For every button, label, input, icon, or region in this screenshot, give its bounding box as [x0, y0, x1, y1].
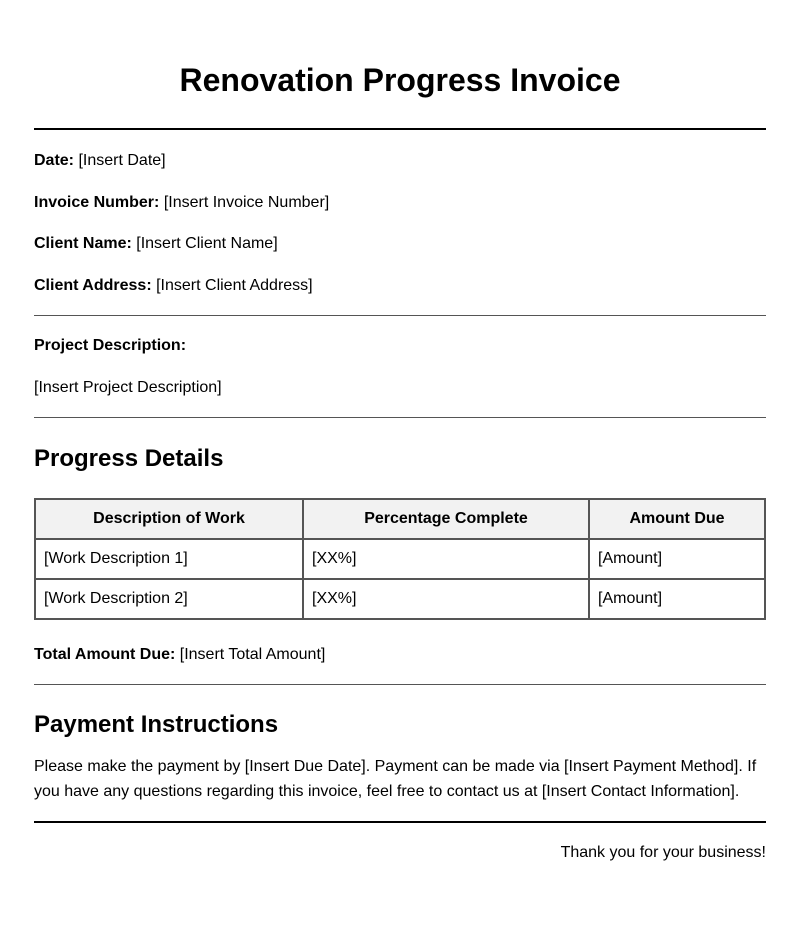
- invoice-number-label: Invoice Number:: [34, 194, 160, 211]
- project-description-value: [Insert Project Description]: [34, 379, 222, 396]
- total-amount-value: [Insert Total Amount]: [179, 646, 326, 663]
- table-cell-amount: [Amount]: [589, 579, 765, 619]
- client-address-label: Client Address:: [34, 277, 152, 294]
- client-address-field: [34, 276, 766, 296]
- table-cell-description: [Work Description 2]: [35, 579, 303, 619]
- table-cell-description: [Work Description 1]: [35, 539, 303, 579]
- date-field: [34, 151, 766, 171]
- total-amount-label: Total Amount Due:: [34, 646, 176, 663]
- table-cell-percentage: [XX%]: [303, 539, 589, 579]
- table-row: [35, 539, 765, 579]
- client-name-value: [Insert Client Name]: [136, 235, 278, 252]
- table-cell-amount: [Amount]: [589, 539, 765, 579]
- total-amount-field: [34, 645, 766, 665]
- payment-instructions-heading: Payment Instructions: [34, 711, 279, 738]
- client-name-field: [34, 234, 766, 254]
- payment-instructions-text: Please make the payment by [Insert Due Date]. Payment can be made via [Insert Payment Method]. If you have any questions regarding this invoice, feel free to contact us at [Insert Contact Information].: [34, 758, 757, 800]
- column-header-description: Description of Work: [35, 499, 303, 539]
- table-row: [35, 579, 765, 619]
- invoice-number-field: [34, 193, 766, 213]
- table-cell-percentage: [XX%]: [303, 579, 589, 619]
- invoice-number-value: [Insert Invoice Number]: [163, 194, 330, 211]
- project-description-label: [34, 336, 766, 356]
- client-address-value: [Insert Client Address]: [156, 277, 313, 294]
- section-divider: [34, 417, 766, 418]
- project-description-heading: Project Description:: [34, 337, 187, 354]
- section-divider: [34, 684, 766, 685]
- date-value: [Insert Date]: [78, 152, 166, 169]
- title-divider: [34, 128, 766, 130]
- thank-you-message: Thank you for your business!: [560, 844, 766, 861]
- table-header-row: [35, 499, 765, 539]
- column-header-percentage: Percentage Complete: [303, 499, 589, 539]
- footer-divider: [34, 821, 766, 823]
- progress-table: [34, 498, 766, 620]
- client-name-label: Client Name:: [34, 235, 132, 252]
- section-divider: [34, 315, 766, 316]
- progress-details-heading: Progress Details: [34, 445, 224, 472]
- invoice-page: [34, 0, 766, 863]
- column-header-amount: Amount Due: [589, 499, 765, 539]
- date-label: Date:: [34, 152, 75, 169]
- page-title: Renovation Progress Invoice: [179, 62, 621, 98]
